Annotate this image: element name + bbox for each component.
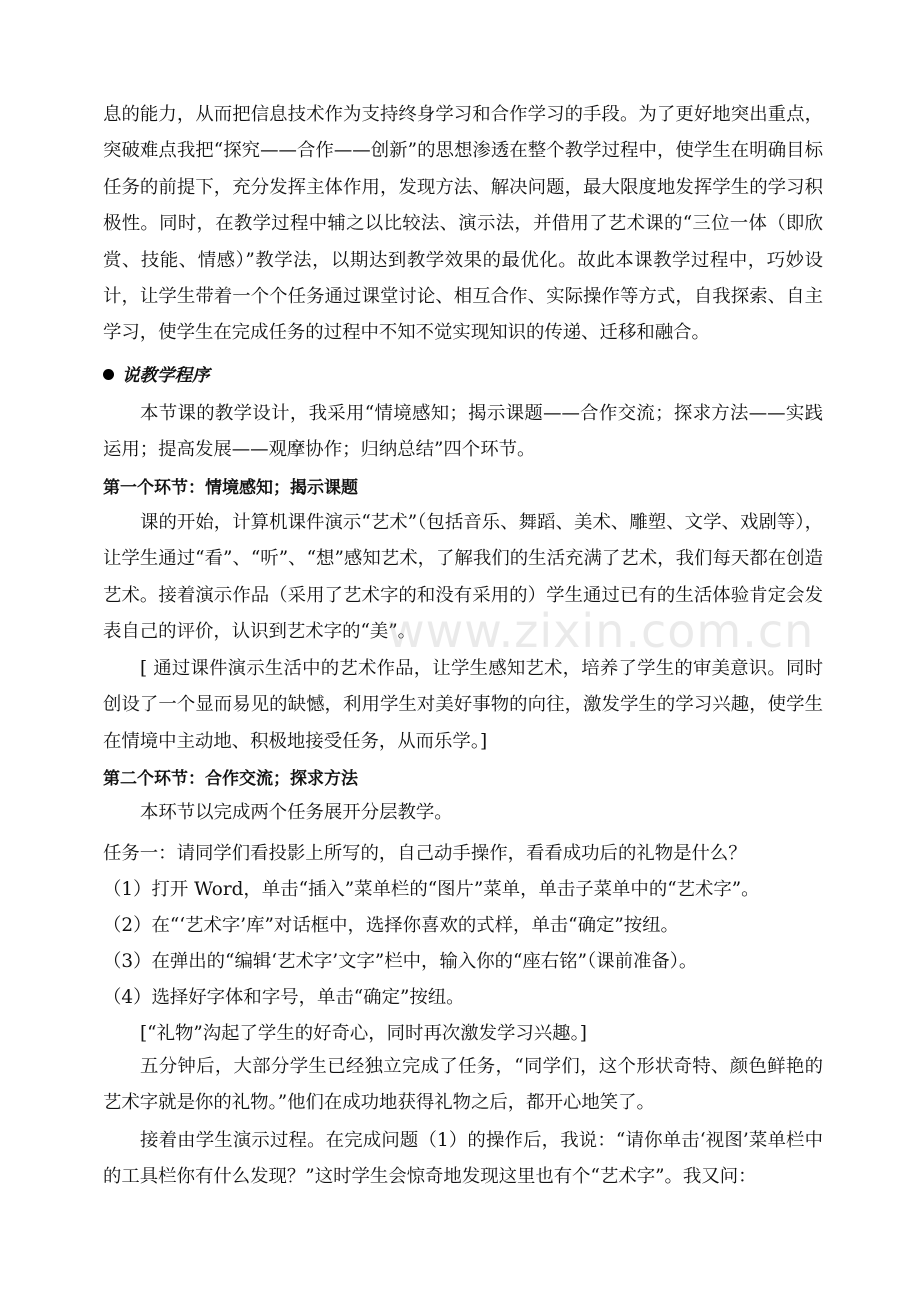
step-item-1: （1）打开 Word，单击“插入”菜单栏的“图片”菜单，单击子菜单中的“艺术字”。 xyxy=(103,879,760,900)
bullet-icon xyxy=(103,369,114,380)
step1-paragraph: 课的开始，计算机课件演示“艺术”（包括音乐、舞蹈、美术、雕塑、文学、戏剧等），让学生通过“看”、“听”、“想”感知艺术，了解我们的生活充满了艺术，我们每天都在创造艺术。接着演示作品（采用了艺术字的和没有采用的）学生通过已有的生活体验肯定会发表自己的评价，认识到艺术字的“美”。 xyxy=(103,512,823,643)
step1-note: [ 通过课件演示生活中的艺术作品，让学生感知艺术，培养了学生的审美意识。同时创设了一个显而易见的缺憾，利用学生对美好事物的向往，激发学生的学习兴趣，使学生在情境中主动地、积极地接受任务，从而乐学。] xyxy=(103,658,823,752)
section-heading xyxy=(103,362,210,387)
step-item-2: （2）在“‘艺术字’库”对话框中，选择你喜欢的式样，单击“确定”按纽。 xyxy=(103,915,679,936)
program-paragraph: 本节课的教学设计，我采用“情境感知；揭示课题——合作交流；探求方法——实践运用；提高发展——观摩协作；归纳总结”四个环节。 xyxy=(103,403,823,461)
step2-intro: 本环节以完成两个任务展开分层教学。 xyxy=(140,802,453,823)
intro-paragraph: 息的能力，从而把信息技术作为支持终身学习和合作学习的手段。为了更好地突出重点，突破难点我把“探究——合作——创新”的思想渗透在整个教学过程中，使学生在明确目标任务的前提下，充分发挥主体作用，发现方法、解决问题，最大限度地发挥学生的学习积极性。同时，在教学过程中辅之以比较法、演示法，并借用了艺术课的“三位一体（即欣赏、技能、情感）”教学法，以期达到教学效果的最优化。故此本课教学过程中，巧妙设计，让学生带着一个个任务通过课堂讨论、相互合作、实际操作等方式，自我探索、自主学习，使学生在完成任务的过程中不知不觉实现知识的传递、迁移和融合。 xyxy=(103,104,823,344)
section-title: 说教学程序 xyxy=(122,366,210,386)
step-item-3: （3）在弹出的“编辑‘艺术字’文字”栏中，输入你的“座右铭”（课前准备）。 xyxy=(103,951,698,972)
step1-heading: 第一个环节：情境感知；揭示课题 xyxy=(103,478,358,498)
step-item-4: （4）选择好字体和字号，单击“确定”按纽。 xyxy=(103,987,465,1008)
step2-paragraph-a: 五分钟后，大部分学生已经独立完成了任务，“同学们，这个形状奇特、颜色鲜艳的艺术字就是你的礼物。”他们在成功地获得礼物之后，都开心地笑了。 xyxy=(103,1056,823,1114)
step2-paragraph-b: 接着由学生演示过程。在完成问题（1）的操作后，我说：“请你单击‘视图’菜单栏中的工具栏你有什么发现？”这时学生会惊奇地发现这里也有个“艺术字”。我又问： xyxy=(103,1130,823,1188)
task1-line: 任务一：请同学们看投影上所写的，自己动手操作，看看成功后的礼物是什么？ xyxy=(103,843,747,864)
step2-heading: 第二个环节：合作交流；探求方法 xyxy=(103,769,358,789)
step2-note: [“礼物”沟起了学生的好奇心，同时再次激发学习兴趣。] xyxy=(140,1023,587,1044)
watermark: www.zixin.com.cn xyxy=(387,604,815,658)
